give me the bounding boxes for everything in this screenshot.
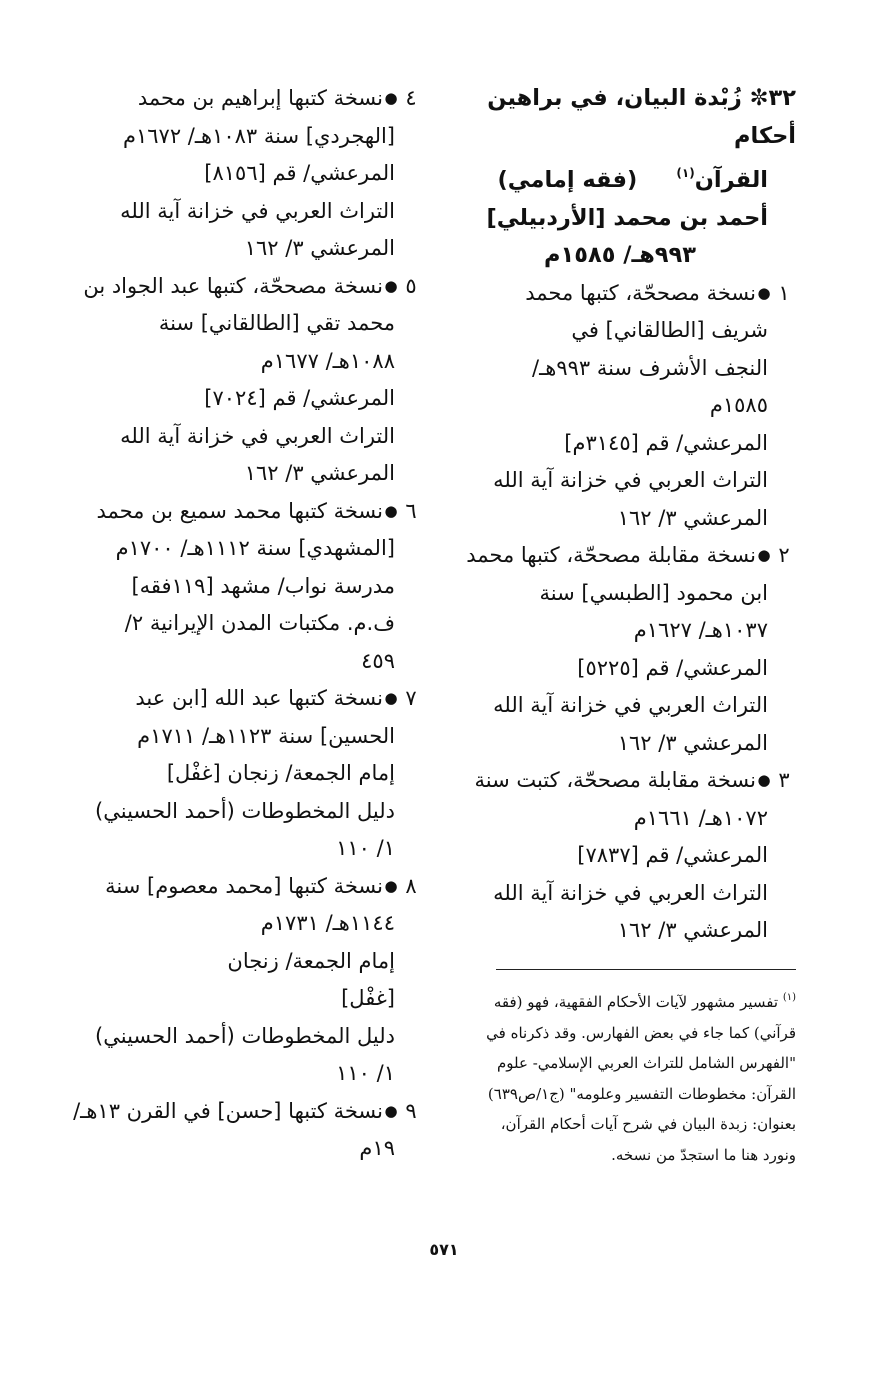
copy-line: المرعشي/ قم [٧٠٢٤]	[204, 386, 395, 410]
author-name: أحمد بن محمد [الأردبيلي]	[486, 204, 768, 231]
copy-line: التراث العربي في خزانة آية الله	[493, 468, 768, 492]
copy-line: ١٠٣٧هـ/ ١٦٢٧م	[633, 618, 768, 642]
copy-line: شريف [الطالقاني] في	[571, 318, 768, 342]
bullet-icon: ●	[384, 1101, 398, 1120]
copy-line: المرعشي ٣/ ١٦٢	[244, 461, 395, 485]
manuscript-copy-list-right	[456, 275, 796, 950]
star-icon: ✼	[749, 85, 769, 111]
copy-line: إمام الجمعة/ زنجان [غفْل]	[166, 761, 395, 785]
copy-line: ١٩م	[359, 1136, 395, 1160]
copy-line: نسخة كتبها [حسن] في القرن ١٣هـ/	[73, 1098, 383, 1123]
copy-number: ٩	[405, 1098, 417, 1123]
page-number: ٥٧١	[429, 1240, 459, 1259]
footnote-line: القرآن: مخطوطات التفسير وعلومه" (ج١/ص٦٣٩)	[487, 1084, 796, 1103]
manuscript-copy-item	[63, 680, 423, 868]
copy-line: نسخة كتبها [محمد معصوم] سنة	[105, 873, 383, 898]
copy-number: ٦	[405, 498, 417, 523]
bullet-icon: ●	[384, 689, 398, 707]
manuscript-copy-item	[456, 537, 796, 762]
footnote	[466, 983, 796, 1170]
copy-line: مدرسة نواب/ مشهد [١١٩فقه]	[131, 573, 395, 598]
copy-line: النجف الأشرف سنة ٩٩٣هـ/	[532, 355, 768, 380]
copy-line: المرعشي/ قم [٣١٤٥م]	[564, 430, 768, 455]
footnote-marker: (١)	[782, 992, 796, 1003]
copy-line: المرعشي ٣/ ١٦٢	[244, 236, 395, 260]
entry-number: ٣٢	[768, 85, 796, 111]
copy-line: نسخة كتبها عبد الله [ابن عبد	[135, 686, 383, 710]
bullet-icon: ●	[384, 276, 398, 295]
manuscript-copy-item	[456, 762, 796, 950]
copy-line: نسخة مصححّة، كتبها محمد	[525, 280, 756, 305]
copy-line: ١١٤٤هـ/ ١٧٣١م	[260, 911, 395, 935]
left-column	[63, 80, 423, 1168]
title-line-1: زُبْدة البيان، في براهين أحكام	[487, 85, 796, 149]
category-label: (فقه إمامي)	[497, 167, 638, 193]
copy-line: المرعشي ٣/ ١٦٢	[617, 730, 768, 755]
copy-line: المرعشي/ قم [٨١٥٦]	[204, 161, 395, 185]
bullet-icon: ●	[757, 283, 771, 302]
copy-line: [الهجردي] سنة ١٠٨٣هـ/ ١٦٧٢م	[122, 123, 395, 148]
copy-line: نسخة كتبها إبراهيم بن محمد	[137, 86, 383, 110]
copy-line: التراث العربي في خزانة آية الله	[120, 423, 395, 448]
manuscript-copy-item	[63, 493, 423, 681]
copy-line: ١٥٨٥م	[709, 393, 768, 417]
copy-line: دليل المخطوطات (أحمد الحسيني)	[95, 1023, 395, 1048]
copy-line: ١٠٧٢هـ/ ١٦٦١م	[633, 805, 768, 830]
copy-line: ١/ ١١٠	[336, 836, 395, 860]
copy-line: نسخة مقابلة مصححّة، كتبت سنة	[474, 768, 756, 792]
bullet-icon: ●	[384, 876, 398, 895]
footnote-line: $^{(١)}$ تفسير مشهور لآيات الأحكام الفقهية، فهو (فقه	[493, 992, 796, 1011]
footnote-line: "الفهرس الشامل للتراث العربي الإسلامي- علوم	[496, 1054, 796, 1072]
manuscript-copy-item	[63, 1093, 423, 1168]
bullet-icon: ●	[757, 771, 771, 789]
copy-line: ١/ ١١٠	[336, 1061, 395, 1085]
entry-title-continued	[456, 155, 796, 200]
copy-line: المرعشي ٣/ ١٦٢	[617, 505, 768, 530]
copy-number: ١	[778, 280, 790, 305]
manuscript-copy-item	[63, 868, 423, 1093]
copy-number: ٤	[405, 86, 417, 110]
copy-line: [غفْل]	[341, 986, 395, 1010]
entry-title	[456, 80, 796, 155]
bullet-icon: ●	[757, 546, 771, 564]
copy-line: التراث العربي في خزانة آية الله	[493, 693, 768, 717]
copy-line: [المشهدي] سنة ١١١٢هـ/ ١٧٠٠م	[115, 536, 395, 560]
right-column	[456, 80, 796, 950]
copy-line: ١٠٨٨هـ/ ١٦٧٧م	[260, 348, 395, 373]
footnote-divider	[496, 969, 796, 970]
copy-line: المرعشي/ قم [٥٢٢٥]	[577, 655, 768, 680]
manuscript-copy-item	[63, 80, 423, 268]
footnote-reference: (١)	[676, 166, 695, 180]
copy-line: نسخة مصححّة، كتبها عبد الجواد بن	[83, 273, 383, 298]
copy-number: ٧	[405, 686, 417, 710]
copy-line: ٤٥٩	[361, 648, 395, 673]
copy-line: ابن محمود [الطبسي] سنة	[539, 580, 768, 605]
footnote-line: بعنوان: زبدة البيان في شرح آيات أحكام القرآن،	[500, 1115, 796, 1133]
author-dates: ٩٩٣هـ/ ١٥٨٥م	[544, 242, 696, 268]
title-line-2: القرآن	[694, 167, 768, 193]
copy-line: نسخة كتبها محمد سميع بن محمد	[96, 498, 383, 523]
copy-line: المرعشي ٣/ ١٦٢	[617, 918, 768, 942]
copy-number: ٥	[405, 273, 417, 298]
bullet-icon: ●	[384, 89, 398, 107]
bullet-icon: ●	[384, 501, 398, 520]
copy-line: ف.م. مكتبات المدن الإيرانية ٢/	[124, 611, 395, 635]
copy-line: التراث العربي في خزانة آية الله	[120, 198, 395, 223]
manuscript-copy-item	[63, 268, 423, 493]
manuscript-copy-item	[456, 275, 796, 538]
copy-line: التراث العربي في خزانة آية الله	[493, 880, 768, 905]
copy-line: الحسين] سنة ١١٢٣هـ/ ١٧١١م	[137, 723, 395, 748]
copy-number: ٨	[405, 873, 417, 898]
copy-number: ٢	[778, 543, 790, 567]
footnote-line: ونورد هنا ما استجدّ من نسخه.	[611, 1145, 796, 1164]
copy-line: إمام الجمعة/ زنجان	[227, 948, 395, 973]
copy-number: ٣	[778, 768, 790, 792]
footnote-line: قرآني) كما جاء في بعض الفهارس. وقد ذكرناه في	[486, 1023, 796, 1042]
copy-line: محمد تقي [الطالقاني] سنة	[158, 311, 395, 335]
copy-line: المرعشي/ قم [٧٨٣٧]	[577, 843, 768, 867]
copy-line: نسخة مقابلة مصححّة، كتبها محمد	[466, 543, 756, 567]
copy-line: دليل المخطوطات (أحمد الحسيني)	[95, 798, 395, 823]
